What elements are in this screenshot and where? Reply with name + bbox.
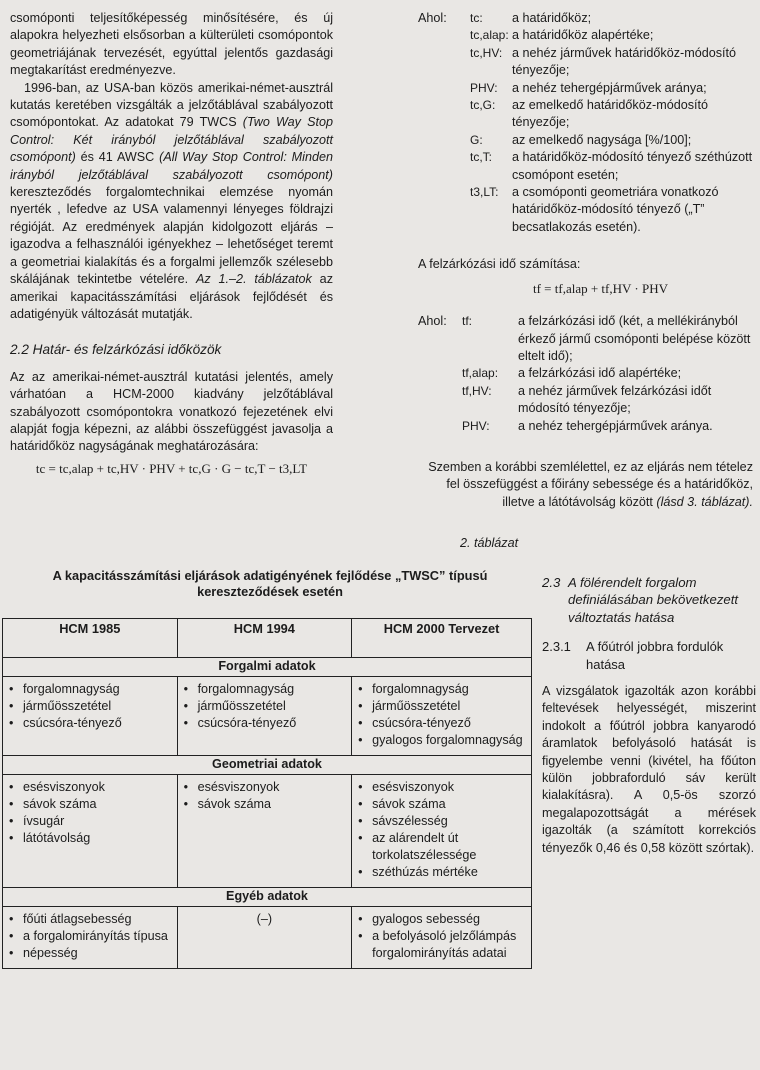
- list-item: • esésviszonyok: [184, 779, 346, 796]
- list-item: • széthúzás mértéke: [358, 864, 525, 881]
- definition: az emelkedő határidőköz-módosító tényezője;: [512, 98, 709, 130]
- table-row: [3, 907, 532, 969]
- symbol: t3,LT:: [470, 185, 499, 200]
- text-run-italic: (Two Way Stop Control: Két irányból jelzőtáblával szabályozott csomópont): [10, 115, 333, 165]
- list-item: • járműösszetétel: [358, 698, 525, 715]
- section-row: [3, 888, 532, 907]
- paragraph-formula-intro: Az az amerikai-német-ausztrál kutatási jelentés, amely várhatóan a HCM-2000 kiadvány jelzőtáblával szabályozott csomópontokra vonatkozó fejezetének elvi alapját fogja képezni, az alábbi összefüggést javasolja a határidőköz nagyságának meghatározására:: [10, 369, 333, 454]
- list-item: • gyalogos forgalomnagyság: [358, 732, 525, 749]
- text-run: az amerikai kapacitásszámítási eljárások fejlődését és adatigényük változását mutatják.: [10, 272, 333, 321]
- table-cell: [3, 775, 178, 888]
- ahol-label: [418, 418, 462, 435]
- bullet-list: [184, 779, 346, 813]
- bullet-list: [9, 681, 171, 732]
- definition-list-critical-gap: [418, 10, 753, 236]
- list-item: • sávok száma: [358, 796, 525, 813]
- section-heading-2-3: [542, 574, 756, 626]
- follow-up-heading: A felzárkózási idő számítása:: [418, 257, 581, 272]
- list-item: • sávok száma: [9, 796, 171, 813]
- symbol: PHV:: [470, 80, 498, 95]
- list-item: • forgalomnagyság: [9, 681, 171, 698]
- symbol: tf,alap:: [462, 366, 499, 381]
- ahol-label: [418, 27, 470, 44]
- table-reference: Az 1.–2. táblázatok: [196, 272, 312, 287]
- list-item: • forgalomnagyság: [358, 681, 525, 698]
- symbol: tc,T:: [470, 150, 493, 165]
- column-header: HCM 1985: [3, 619, 178, 658]
- list-item: • csúcsóra-tényező: [184, 715, 346, 732]
- definition: a határidőköz-módosító tényező széthúzott csomópont esetén;: [512, 150, 753, 182]
- definition: a nehéz járművek felzárkózási időt módosító tényezője;: [518, 383, 712, 416]
- section-row: [3, 756, 532, 775]
- ahol-label: [418, 383, 462, 418]
- table-body: [3, 658, 532, 969]
- ahol-label: [418, 80, 470, 97]
- definition: a csomóponti geometriára vonatkozó határidőköz-módosító tényező („T” becsatlakozás esetén).: [512, 185, 719, 234]
- list-item: • főúti átlagsebesség: [9, 911, 171, 928]
- list-item: • esésviszonyok: [9, 779, 171, 796]
- table-cell: [177, 677, 352, 756]
- definition: a határidőköz alapértéke;: [512, 28, 654, 43]
- list-item: • sávok száma: [184, 796, 346, 813]
- table-cell: [352, 677, 532, 756]
- formula-follow-up: tf = tf,alap + tf,HV · PHV: [532, 280, 668, 296]
- section-number: 2.3.1: [542, 639, 571, 655]
- definition: a nehéz tehergépjárművek aránya;: [512, 80, 707, 95]
- table-cell: [177, 775, 352, 888]
- list-item: • járműösszetétel: [9, 698, 171, 715]
- formula-critical-gap: tc = tc,alap + tc,HV · PHV + tc,G · G − tc,T − t3,LT: [35, 460, 308, 476]
- list-item: • sávszélesség: [358, 813, 525, 830]
- list-item: • csúcsóra-tényező: [9, 715, 171, 732]
- definition: a határidőköz;: [512, 11, 592, 25]
- ahol-label: [418, 149, 470, 184]
- symbol: tf,HV:: [462, 383, 492, 398]
- right-column: [418, 10, 753, 511]
- list-item: • járműösszetétel: [184, 698, 346, 715]
- table-reference: (lásd 3. táblázat).: [656, 494, 753, 509]
- list-item: • népesség: [9, 945, 171, 962]
- definition-list-follow-up: [418, 313, 753, 435]
- text-run: kereszteződés forgalomtechnikai elemzése nyomán nyerték , lefedve az USA valamennyi lényeges földrajzi régióját. Az eredmények alapján kidolgozott eljárás – igazodva a felhasználói igényekhez – lehetőséget teremt a geometriai kialakítás és a forgalmi jellemzők szélesebb skálájának tekintetbe vételére.: [10, 185, 333, 287]
- column-header: HCM 1994: [177, 619, 352, 658]
- section-header: Geometriai adatok: [3, 756, 532, 775]
- paragraph-study: [10, 80, 333, 324]
- paragraph-right-turn: A vizsgálatok igazolták azon korábbi feltevések helyességét, miszerint indokolt a főútról jobbra kanyarodó áramlatok befolyásoló hatását is figyelembe venni (kivétel, ha főúton külön jobbraforduló sáv került kialakításra). A 0,5-ös szorzó megalapozottságát a mérések igazolták (a számított korrekciós tényezők 0,46 és 0,58 között szórtak).: [542, 684, 756, 855]
- ahol-label: [418, 132, 470, 149]
- definition: a felzárkózási idő (két, a mellékirányból érkező jármű csomóponti belépése között eltelt idő);: [518, 314, 751, 363]
- section-title: A főútról jobbra fordulók hatása: [586, 639, 724, 672]
- symbol: tc:: [470, 11, 483, 25]
- symbol: PHV:: [462, 418, 490, 433]
- side-column: [542, 574, 756, 857]
- list-item: • gyalogos sebesség: [358, 911, 525, 928]
- text-run: és 41 AWSC: [75, 150, 160, 165]
- section-number: 2.3: [542, 575, 561, 590]
- left-column: [10, 10, 333, 477]
- section-heading-2-2: 2.2 Határ- és felzárkózási időközök: [10, 342, 222, 358]
- bullet-list: [9, 911, 171, 962]
- ahol-label: [418, 97, 470, 132]
- table-cell: [3, 907, 178, 969]
- section-title: A fölérendelt forgalom definiálásában bekövetkezett változtatás hatása: [568, 575, 739, 625]
- data-requirements-table: [2, 618, 532, 969]
- text-run-italic: (All Way Stop Control: Minden irányból jelzőtáblával szabályozott csomópont): [10, 150, 333, 182]
- symbol: G:: [470, 132, 483, 147]
- section-header: Egyéb adatok: [3, 888, 532, 907]
- list-item: • a befolyásoló jelzőlámpás forgalomirányítás adatai: [358, 928, 525, 962]
- symbol: tf:: [462, 314, 473, 329]
- paragraph-intro: csomóponti teljesítőképesség minősítésére, és új alapokra helyezheti elsősorban a külterületi csomópontok geometriájának tervezését, egyúttal jelentős gazdasági megtakarítást eredményezve.: [10, 11, 333, 78]
- list-item: • esésviszonyok: [358, 779, 525, 796]
- list-item: • forgalomnagyság: [184, 681, 346, 698]
- definition: az emelkedő nagysága [%/100];: [512, 132, 692, 147]
- definition: a felzárkózási idő alapértéke;: [518, 366, 682, 381]
- table-cell: [352, 907, 532, 969]
- section-row: [3, 658, 532, 677]
- bullet-list: [9, 779, 171, 847]
- table-header-row: [3, 619, 532, 658]
- table-cell: [352, 775, 532, 888]
- definition: a nehéz tehergépjárművek aránya.: [518, 418, 713, 433]
- table-title: A kapacitásszámítási eljárások adatigényének fejlődése „TWSC” típusú kereszteződések esetén: [52, 568, 488, 599]
- table-cell: [3, 677, 178, 756]
- list-item: • a forgalomirányítás típusa: [9, 928, 171, 945]
- table-row: [3, 677, 532, 756]
- section-header: Forgalmi adatok: [3, 658, 532, 677]
- text-run: 1996-ban, az USA-ban közös amerikai-német-ausztrál kutatás keretében vizsgálták a jelzőtáblával szabályozott csomópontokat. Az adatokat 79 TWCS: [10, 80, 333, 130]
- section-heading-2-3-1: [542, 638, 756, 673]
- symbol: tc,alap:: [470, 28, 509, 43]
- table-label: 2. táblázat: [460, 536, 519, 550]
- ahol-label: [418, 184, 470, 236]
- ahol-label: [418, 45, 470, 80]
- definition: a nehéz járművek határidőköz-módosító tényezője;: [512, 45, 737, 78]
- bullet-list: [358, 911, 525, 962]
- bullet-list: [358, 681, 525, 749]
- text-run: Szemben a korábbi szemlélettel, ez az eljárás nem tételez fel összefüggést a főirány sebessége és a határidőköz, illetve a látótávolság között: [428, 459, 753, 509]
- bullet-list: [184, 681, 346, 732]
- ahol-label: Ahol:: [418, 314, 447, 329]
- list-item: • látótávolság: [9, 830, 171, 847]
- list-item: • csúcsóra-tényező: [358, 715, 525, 732]
- symbol: tc,G:: [470, 98, 496, 113]
- list-item: • ívsugár: [9, 813, 171, 830]
- paragraph-conclusion: [418, 459, 753, 511]
- ahol-label: Ahol:: [418, 11, 447, 25]
- column-header: HCM 2000 Tervezet: [352, 619, 532, 658]
- table-row: [3, 775, 532, 888]
- ahol-label: [418, 365, 462, 382]
- empty-cell: (–): [177, 907, 352, 969]
- symbol: tc,HV:: [470, 45, 503, 60]
- list-item: • az alárendelt út torkolatszélessége: [358, 830, 525, 864]
- bullet-list: [358, 779, 525, 881]
